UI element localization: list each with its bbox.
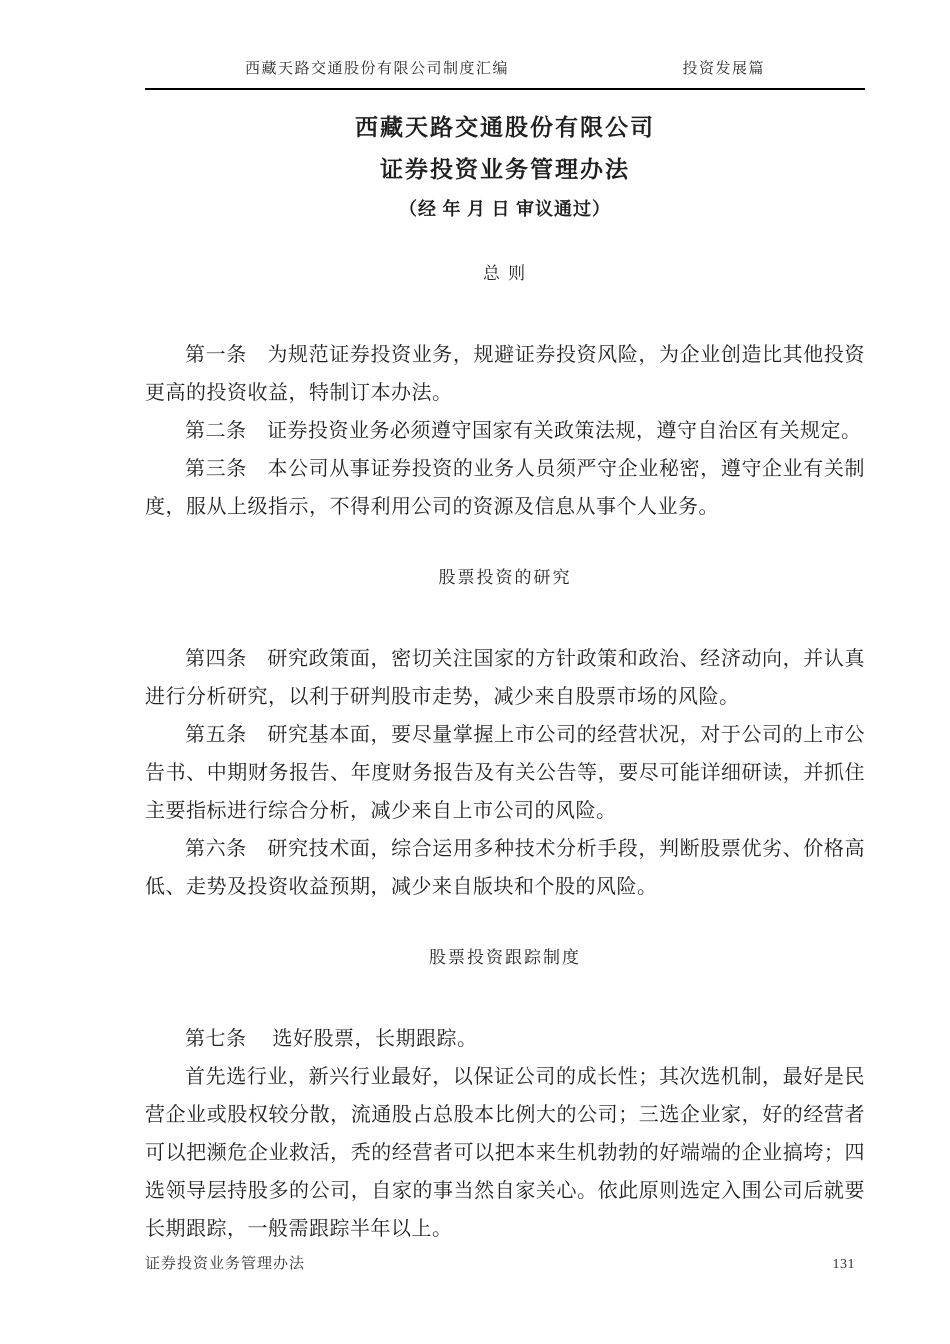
article-paragraph: 第五条 研究基本面，要尽量掌握上市公司的经营状况，对于公司的上市公告书、中期财务报告、年度财务报告及有关公告等，要尽可能详细研读，并抓住主要指标进行综合分析，减少来自上市公司的风险。 [145, 724, 865, 822]
header-rule [145, 88, 865, 90]
header-left-text: 西藏天路交通股份有限公司制度汇编 [245, 61, 510, 77]
header-right-text: 投资发展篇 [682, 61, 765, 77]
footer-page-number: 131 [832, 1257, 855, 1272]
section-heading-stock-research: 股票投资的研究 [438, 568, 572, 587]
article-paragraph: 第六条 研究技术面，综合运用多种技术分析手段，判断股票优劣、价格高低、走势及投资收益预期，减少来自版块和个股的风险。 [145, 838, 865, 898]
article-paragraph: 第二条 证券投资业务必须遵守国家有关政策法规，遵守自治区有关规定。 [185, 420, 862, 442]
title-approval-line: （经 年 月 日 审议通过） [399, 199, 611, 219]
article-paragraph: 第七条 选好股票，长期跟踪。 [185, 1028, 478, 1050]
section-general [145, 262, 865, 526]
title-company: 西藏天路交通股份有限公司 [355, 115, 655, 140]
section-heading-general: 总 则 [482, 264, 528, 283]
article-paragraph: 第一条 为规范证券投资业务，规避证券投资风险，为企业创造比其他投资更高的投资收益，特制订本办法。 [145, 344, 865, 404]
article-paragraph: 首先选行业，新兴行业最好，以保证公司的成长性；其次选机制，最好是民营企业或股权较分散，流通股占总股本比例大的公司；三选企业家，好的经营者可以把濒危企业救活，秃的经营者可以把本来生机勃勃的好端端的企业搞垮；四选领导层持股多的公司，自家的事当然自家关心。依此原则选定入围公司后就要长期跟踪，一般需跟踪半年以上。 [145, 1066, 865, 1240]
section-stock-tracking [145, 946, 865, 1248]
title-document: 证券投资业务管理办法 [380, 157, 630, 182]
article-paragraph: 第三条 本公司从事证券投资的业务人员须严守企业秘密，遵守企业有关制度，服从上级指示，不得利用公司的资源及信息从事个人业务。 [145, 458, 865, 518]
page-header [145, 58, 865, 80]
section-heading-stock-tracking: 股票投资跟踪制度 [429, 948, 581, 967]
section-stock-research [145, 566, 865, 906]
footer-document-title: 证券投资业务管理办法 [145, 1256, 306, 1272]
title-block [145, 112, 865, 222]
article-paragraph: 第四条 研究政策面，密切关注国家的方针政策和政治、经济动向，并认真进行分析研究，以利于研判股市走势，减少来自股票市场的风险。 [145, 648, 865, 708]
page-footer [145, 1252, 855, 1273]
